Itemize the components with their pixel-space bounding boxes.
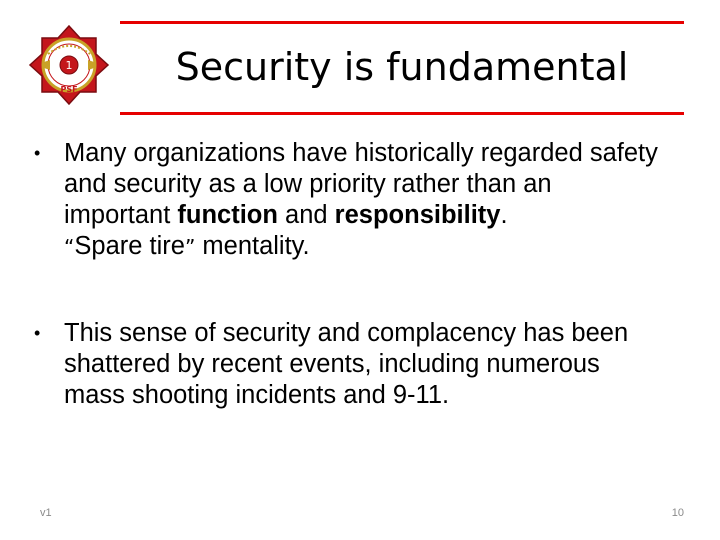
bottom-rule — [120, 112, 684, 115]
slide-title: Security is fundamental — [175, 45, 629, 89]
logo-text: PSF — [60, 85, 78, 94]
bullet-icon: • — [34, 143, 41, 163]
bold-function: function — [177, 201, 278, 229]
page-number: 10 — [671, 507, 684, 519]
close-quote: ” — [184, 235, 196, 259]
maltese-cross-icon — [28, 24, 110, 106]
bullet-icon: • — [34, 323, 41, 343]
bullet-text: Many organizations have historically regarded safety and security as a low priority rather than an important function and responsibility. “Spare tire” mentality. — [64, 139, 658, 260]
footer-version: v1 — [40, 507, 52, 519]
logo — [28, 24, 110, 106]
bullet-text: This sense of security and complacency has been shattered by recent events, including numerous mass shooting incidents and 9-11. — [64, 319, 629, 409]
top-rule — [120, 21, 684, 24]
bullet-item — [34, 138, 664, 263]
spare-tire-phrase: Spare tire — [74, 232, 185, 260]
svg-text:1: 1 — [65, 59, 73, 72]
bullet-item — [34, 318, 664, 411]
open-quote: “ — [64, 235, 75, 259]
bold-responsibility: responsibility — [334, 201, 501, 229]
